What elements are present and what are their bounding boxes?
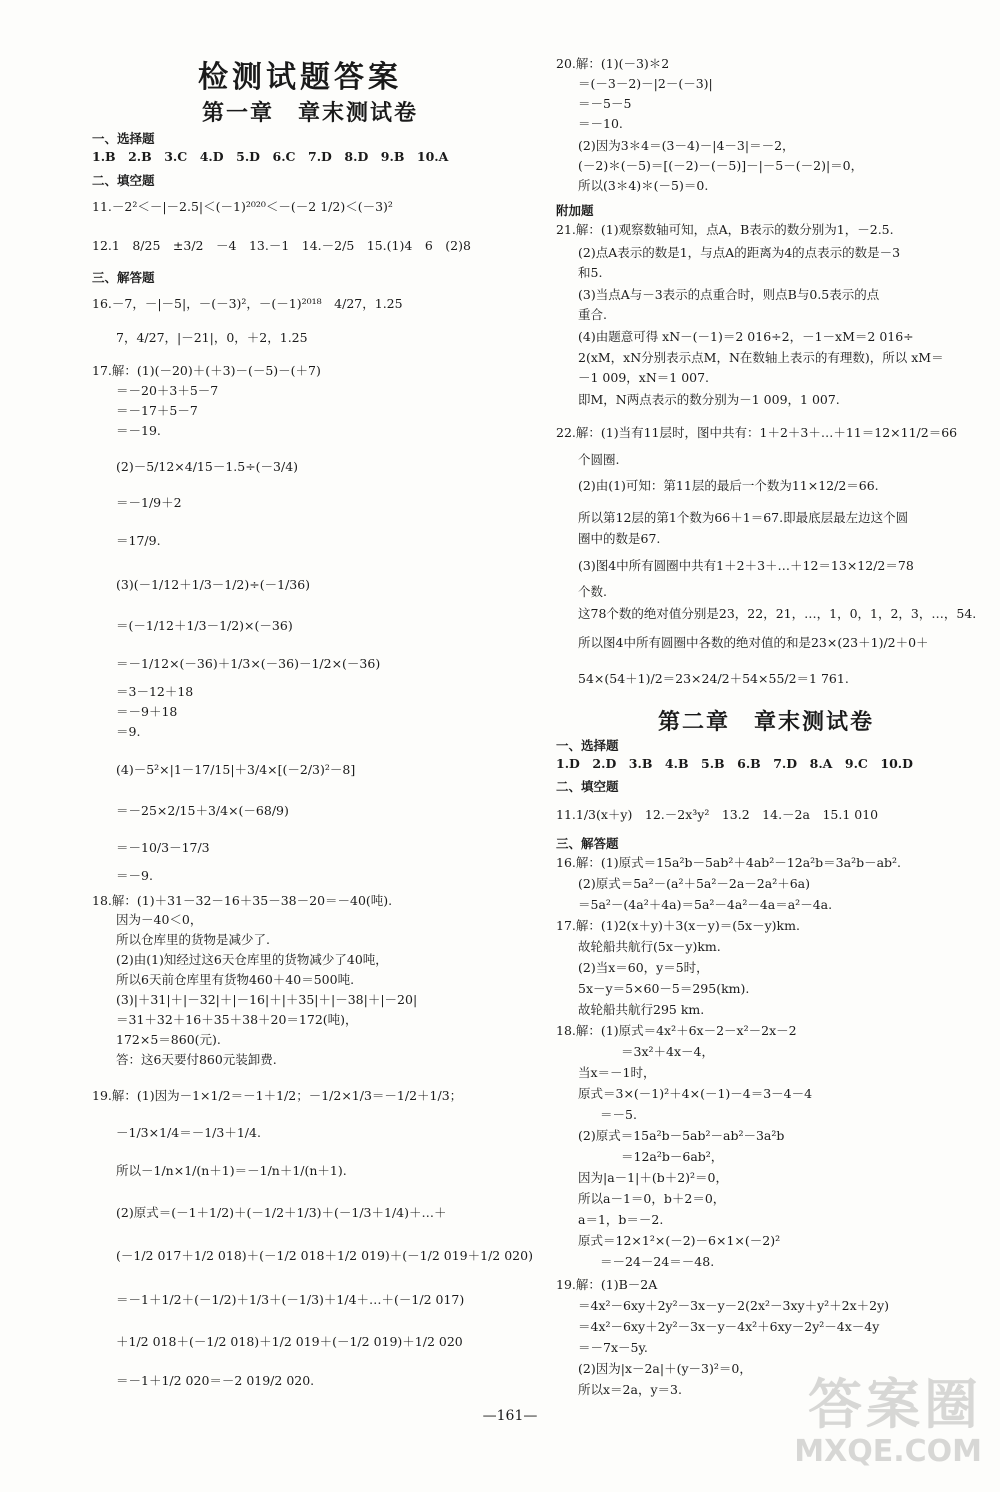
answer-line: 个数. [578, 584, 607, 599]
section-heading: 一、选择题 [92, 131, 155, 146]
answer-line: ＝－5－5 [578, 96, 632, 111]
answer-line: (2)－5/12×4/15－1.5÷(－3/4) [116, 459, 299, 474]
answer-line: ＝31＋32＋16＋35＋38＋20＝172(吨)， [116, 1012, 358, 1027]
section-heading: 三、解答题 [556, 836, 619, 851]
section-heading: 附加题 [556, 203, 594, 218]
answer-line: ＝－20＋3＋5－7 [116, 383, 219, 398]
answer-line: ＝－5. [600, 1107, 637, 1122]
answer-line: (4)由题意可得 xN－(－1)＝2 016÷2，－1－xM＝2 016÷ [578, 329, 914, 344]
answer-line: ＝－7x－5y. [578, 1340, 648, 1355]
answer-line: (2)点A表示的数是1，与点A的距离为4的点表示的数是－3 [578, 245, 901, 260]
answer-line: (2)原式＝15a²b－5ab²－ab²－3a²b [578, 1128, 785, 1143]
answer-line: 所以a－1＝0，b＋2＝0， [578, 1191, 726, 1206]
answer-line: a＝1，b＝－2. [578, 1212, 664, 1227]
answer-line: 12.1 8/25 ±3/2 －4 13.－1 14.－2/5 15.(1)4 6 (2)8 [92, 238, 471, 253]
watermark-url: MXQE.COM [794, 1434, 982, 1469]
answer-line: (4)－5²×|1－17/15|＋3/4×[(－2/3)²－8] [116, 762, 356, 777]
answer-line: 答：这6天要付860元装卸费. [116, 1052, 277, 1067]
watermark-text: 答案圈 [808, 1373, 982, 1436]
answer-line: ＝－19. [116, 423, 161, 438]
answer-line: 所以图4中所有圆圈中各数的绝对值的和是23×(23＋1)/2＋0＋ [578, 635, 929, 650]
answer-line: 原式＝12×1²×(－2)－6×1×(－2)² [578, 1233, 781, 1248]
answer-line: ＝－9＋18 [116, 704, 178, 719]
answer-line: (3)|＋31|＋|－32|＋|－16|＋|＋35|＋|－38|＋|－20| [116, 992, 418, 1007]
answer-line: ＝3x²＋4x－4， [621, 1044, 714, 1059]
answer-line: 重合. [578, 307, 607, 322]
answer-line: ＝4x²－6xy＋2y²－3x－y－2(2x²－3xy＋y²＋2x＋2y) [578, 1298, 890, 1313]
answer-line: 17.解：(1)(－20)＋(＋3)－(－5)－(＋7) [92, 363, 321, 378]
answer-line: (－1/2 017＋1/2 018)＋(－1/2 018＋1/2 019)＋(－1/2 019＋1/2 020) [116, 1248, 533, 1263]
answer-line: 所以第12层的第1个数为66＋1＝67.即最底层最左边这个圆 [578, 510, 909, 525]
answer-line: 所以－1/n×1/(n＋1)＝－1/n＋1/(n＋1). [116, 1163, 347, 1178]
answer-line: 所以(3＊4)＊(－5)＝0. [578, 178, 709, 193]
choice-answers: 1.B 2.B 3.C 4.D 5.D 6.C 7.D 8.D 9.B 10.A [92, 149, 449, 164]
answer-line: 19.解：(1)因为－1×1/2＝－1＋1/2；－1/2×1/3＝－1/2＋1/3； [92, 1088, 463, 1103]
answer-line: 11.1/3(x＋y) 12.－2x³y² 13.2 14.－2a 15.1 010 [556, 807, 879, 822]
section-heading: 二、填空题 [92, 173, 155, 188]
answer-line: ＝(－1/12＋1/3－1/2)×(－36) [116, 618, 293, 633]
watermark-logo [770, 1362, 990, 1482]
answer-line: 圈中的数是67. [578, 531, 661, 546]
answer-line: ＋1/2 018＋(－1/2 018)＋1/2 019＋(－1/2 019)＋1/2 020 [116, 1334, 463, 1349]
choice-answers: 1.D 2.D 3.B 4.B 5.B 6.B 7.D 8.A 9.C 10.D [556, 756, 913, 771]
answer-line: 和5. [578, 265, 603, 280]
answer-line: ＝－1/9＋2 [116, 495, 182, 510]
answer-line: (3)当点A与－3表示的点重合时，则点B与0.5表示的点 [578, 287, 880, 302]
section-heading: 一、选择题 [556, 738, 619, 753]
answer-line: 因为|a－1|＋(b＋2)²＝0， [578, 1170, 729, 1185]
answer-line: 因为－40＜0， [116, 912, 203, 927]
answer-line: 所以仓库里的货物是减少了. [116, 932, 270, 947]
answer-line: 这78个数的绝对值分别是23，22，21，…，1，0，1，2，3，…，54. [578, 606, 977, 621]
answer-line: ＝－24－24＝－48. [600, 1254, 715, 1269]
answer-line: 故轮船共航行(5x－y)km. [578, 939, 721, 954]
answer-line: 7，4/27，|－21|，0，＋2，1.25 [116, 330, 308, 345]
answer-line: (2)原式＝(－1＋1/2)＋(－1/2＋1/3)＋(－1/3＋1/4)＋…＋ [116, 1205, 447, 1220]
answer-line: 2(xM，xN分别表示点M，N在数轴上表示的有理数)，所以 xM＝ [578, 350, 944, 365]
answer-line: 所以6天前仓库里有货物460＋40＝500吨. [116, 972, 355, 987]
answer-line: 个圆圈. [578, 452, 620, 467]
answer-line: ＝(－3－2)－|2－(－3)| [578, 76, 713, 91]
answer-line: 54×(54＋1)/2＝23×24/2＋54×55/2＝1 761. [578, 671, 849, 686]
chapter2-title: 第二章 章末测试卷 [657, 710, 874, 735]
answer-line: ＝4x²－6xy＋2y²－3x－y－4x²＋6xy－2y²－4x－4y [578, 1319, 880, 1334]
answer-line: (2)当x＝60，y＝5时， [578, 960, 709, 975]
answer-line: 11.－2²＜－|－2.5|＜(－1)²⁰²⁰＜－(－2 1/2)＜(－3)² [92, 199, 393, 214]
answer-line: 原式＝3×(－1)²＋4×(－1)－4＝3－4－4 [578, 1086, 813, 1101]
answer-line: (－2)＊(－5)＝[(－2)－(－5)]－|－5－(－2)|＝0， [578, 158, 864, 173]
section-heading: 二、填空题 [556, 779, 619, 794]
answer-line: ＝－10. [578, 116, 623, 131]
answer-line: 172×5＝860(元). [116, 1032, 221, 1047]
answer-line: ＝－1＋1/2 020＝－2 019/2 020. [116, 1373, 315, 1388]
answer-line: 16.解：(1)原式＝15a²b－5ab²＋4ab²－12a²b＝3a²b－ab². [556, 855, 902, 870]
answer-line: 19.解：(1)B－2A [556, 1277, 658, 1292]
answer-line: 20.解：(1)(－3)＊2 [556, 56, 670, 71]
answer-line: 18.解：(1)＋31－32－16＋35－38－20＝－40(吨). [92, 893, 393, 908]
answer-line: 故轮船共航行295 km. [578, 1002, 705, 1017]
answer-line: (3)图4中所有圆圈中共有1＋2＋3＋…＋12＝13×12/2＝78 [578, 558, 914, 573]
answer-line: ＝9. [116, 724, 141, 739]
answer-line: (2)由(1)知经过这6天仓库里的货物减少了40吨， [116, 952, 388, 967]
answer-line: 17.解：(1)2(x＋y)＋3(x－y)＝(5x－y)km. [556, 918, 800, 933]
answer-line: 即M，N两点表示的数分别为－1 009，1 007. [578, 392, 840, 407]
answer-line: (2)由(1)可知：第11层的最后一个数为11×12/2＝66. [578, 478, 879, 493]
answer-line: (2)因为3＊4＝(3－4)－|4－3|＝－2， [578, 138, 795, 153]
answer-line: ＝12a²b－6ab²， [621, 1149, 724, 1164]
answer-line: (2)因为|x－2a|＋(y－3)²＝0， [578, 1361, 752, 1376]
answer-line: 5x－y＝5×60－5＝295(km). [578, 981, 750, 996]
answer-line: ＝－17＋5－7 [116, 403, 198, 418]
answer-line: －1 009，xN＝1 007. [578, 370, 710, 385]
chapter1-title: 第一章 章末测试卷 [201, 101, 418, 126]
answer-line: 当x＝－1时， [578, 1065, 656, 1080]
answer-line: 16.－7，－|－5|，－(－3)²，－(－1)²⁰¹⁸ 4/27，1.25 [92, 296, 403, 311]
answer-line: ＝－25×2/15＋3/4×(－68/9) [116, 803, 289, 818]
answer-line: 21.解：(1)观察数轴可知，点A，B表示的数分别为1，－2.5. [556, 222, 894, 237]
answer-line: －1/3×1/4＝－1/3＋1/4. [116, 1125, 261, 1140]
answer-line: ＝－10/3－17/3 [116, 840, 210, 855]
answer-line: ＝－1/12×(－36)＋1/3×(－36)－1/2×(－36) [116, 656, 381, 671]
section-heading: 三、解答题 [92, 270, 155, 285]
answer-line: ＝－1＋1/2＋(－1/2)＋1/3＋(－1/3)＋1/4＋…＋(－1/2 017) [116, 1292, 465, 1307]
answer-line: 18.解：(1)原式＝4x²＋6x－2－x²－2x－2 [556, 1023, 797, 1038]
answer-line: ＝3－12＋18 [116, 684, 194, 699]
answer-line: ＝－9. [116, 868, 153, 883]
page-title: 检测试题答案 [198, 60, 402, 95]
answer-line: 所以x＝2a，y＝3. [578, 1382, 682, 1397]
page-number: —161— [482, 1408, 538, 1424]
answer-line: (3)(－1/12＋1/3－1/2)÷(－1/36) [116, 577, 311, 592]
answer-line: 22.解：(1)当有11层时，图中共有：1＋2＋3＋…＋11＝12×11/2＝66 [556, 425, 958, 440]
answer-line: ＝17/9. [116, 533, 161, 548]
answer-line: (2)原式＝5a²－(a²＋5a²－2a－2a²＋6a) [578, 876, 810, 891]
answer-line: ＝5a²－(4a²＋4a)＝5a²－4a²－4a＝a²－4a. [578, 897, 833, 912]
